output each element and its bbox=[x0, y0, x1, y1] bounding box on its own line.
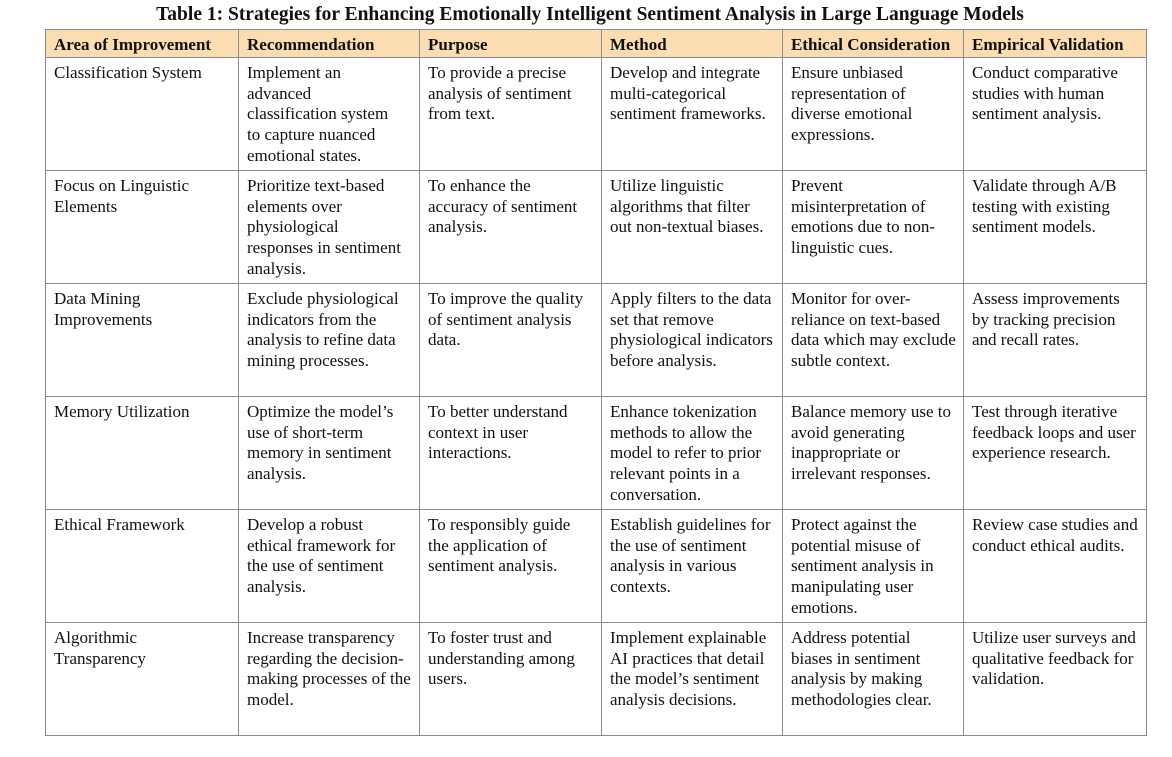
cell-ethical-consideration: Ensure unbiased representation of diverse emotional expressions. bbox=[783, 57, 964, 170]
cell-area: Algorithmic Transparency bbox=[46, 622, 239, 735]
table-caption: Table 1: Strategies for Enhancing Emotionally Intelligent Sentiment Analysis in Large Language Models bbox=[156, 4, 1024, 25]
cell-method: Utilize linguistic algorithms that filter out non-textual biases. bbox=[602, 170, 783, 283]
cell-area: Focus on Linguistic Elements bbox=[46, 170, 239, 283]
cell-method: Develop and integrate multi-categorical sentiment frameworks. bbox=[602, 57, 783, 170]
cell-recommendation: Optimize the model’s use of short-term memory in sentiment analysis. bbox=[239, 396, 420, 509]
cell-purpose: To foster trust and understanding among users. bbox=[420, 622, 602, 735]
cell-recommendation: Prioritize text-based elements over physiological responses in sentiment analysis. bbox=[239, 170, 420, 283]
cell-purpose: To provide a precise analysis of sentiment from text. bbox=[420, 57, 602, 170]
cell-recommendation: Increase transparency regarding the decision-making processes of the model. bbox=[239, 622, 420, 735]
table-row bbox=[46, 622, 1147, 735]
table-row bbox=[46, 396, 1147, 509]
cell-method: Apply filters to the data set that remove physiological indicators before analysis. bbox=[602, 283, 783, 396]
column-header-ethical-consideration: Ethical Consideration bbox=[783, 30, 964, 58]
table-row bbox=[46, 170, 1147, 283]
column-header-method: Method bbox=[602, 30, 783, 58]
cell-method: Enhance tokenization methods to allow the model to refer to prior relevant points in a conversation. bbox=[602, 396, 783, 509]
cell-area: Ethical Framework bbox=[46, 509, 239, 622]
cell-purpose: To improve the quality of sentiment analysis data. bbox=[420, 283, 602, 396]
cell-empirical-validation: Conduct comparative studies with human sentiment analysis. bbox=[964, 57, 1147, 170]
cell-purpose: To better understand context in user interactions. bbox=[420, 396, 602, 509]
cell-method: Implement explainable AI practices that detail the model’s sentiment analysis decisions. bbox=[602, 622, 783, 735]
cell-ethical-consideration: Prevent misinterpretation of emotions due to non-linguistic cues. bbox=[783, 170, 964, 283]
column-header-recommendation: Recommendation bbox=[239, 30, 420, 58]
column-header-purpose: Purpose bbox=[420, 30, 602, 58]
cell-recommendation: Exclude physiological indicators from the analysis to refine data mining processes. bbox=[239, 283, 420, 396]
cell-recommendation: Develop a robust ethical framework for the use of sentiment analysis. bbox=[239, 509, 420, 622]
cell-empirical-validation: Utilize user surveys and qualitative feedback for validation. bbox=[964, 622, 1147, 735]
table-header-row bbox=[46, 30, 1147, 58]
cell-ethical-consideration: Address potential biases in sentiment analysis by making methodologies clear. bbox=[783, 622, 964, 735]
table-row bbox=[46, 57, 1147, 170]
cell-empirical-validation: Validate through A/B testing with existing sentiment models. bbox=[964, 170, 1147, 283]
table-row bbox=[46, 509, 1147, 622]
cell-empirical-validation: Review case studies and conduct ethical audits. bbox=[964, 509, 1147, 622]
column-header-empirical-validation: Empirical Validation bbox=[964, 30, 1147, 58]
cell-area: Classification System bbox=[46, 57, 239, 170]
cell-empirical-validation: Assess improvements by tracking precision and recall rates. bbox=[964, 283, 1147, 396]
cell-area: Data Mining Improvements bbox=[46, 283, 239, 396]
cell-method: Establish guidelines for the use of sentiment analysis in various contexts. bbox=[602, 509, 783, 622]
cell-empirical-validation: Test through iterative feedback loops and user experience research. bbox=[964, 396, 1147, 509]
cell-purpose: To enhance the accuracy of sentiment analysis. bbox=[420, 170, 602, 283]
cell-area: Memory Utilization bbox=[46, 396, 239, 509]
cell-ethical-consideration: Protect against the potential misuse of sentiment analysis in manipulating user emotions. bbox=[783, 509, 964, 622]
cell-recommendation: Implement an advanced classification system to capture nuanced emotional states. bbox=[239, 57, 420, 170]
strategies-table bbox=[45, 29, 1147, 736]
table-row bbox=[46, 283, 1147, 396]
column-header-area: Area of Improvement bbox=[46, 30, 239, 58]
cell-ethical-consideration: Balance memory use to avoid generating inappropriate or irrelevant responses. bbox=[783, 396, 964, 509]
cell-purpose: To responsibly guide the application of sentiment analysis. bbox=[420, 509, 602, 622]
cell-ethical-consideration: Monitor for over-reliance on text-based data which may exclude subtle context. bbox=[783, 283, 964, 396]
